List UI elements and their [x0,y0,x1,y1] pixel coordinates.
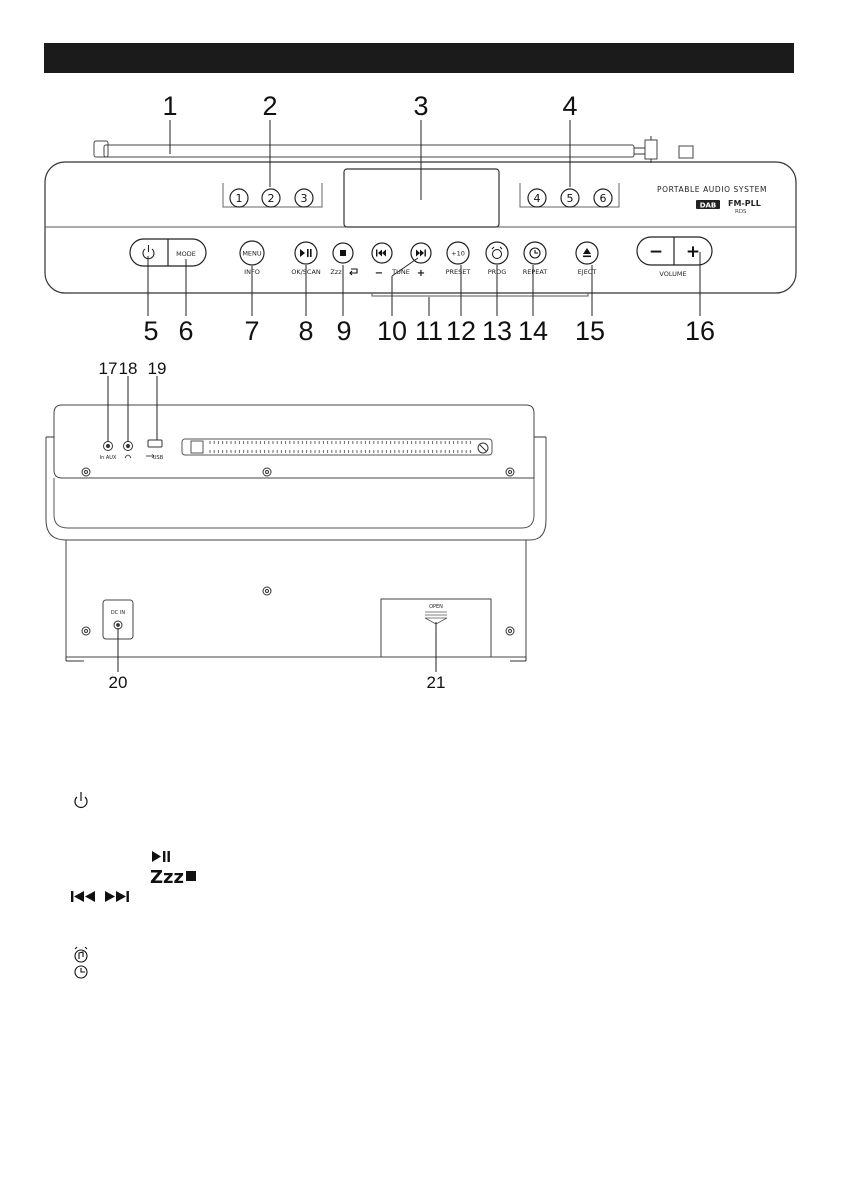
callout-12: 12 [445,316,477,346]
antenna [94,136,693,163]
preset-5-label: 5 [566,192,574,205]
callout-18: 18 [118,359,138,378]
repeat-label: REPEAT [522,268,548,276]
eject-glyph [583,248,591,254]
legend-sleep-label: Zzz [150,867,185,888]
eject-label: EJECT [577,268,597,276]
callout-16: 16 [684,316,716,346]
tune-minus: − [374,268,384,279]
callout-3: 3 [413,91,429,121]
preset-3-label: 3 [300,192,308,205]
menu-label: MENU [242,249,262,258]
callout-9: 9 [336,316,352,346]
callout-19: 19 [147,359,167,378]
volume-plus: + [685,242,701,262]
callout-20: 20 [108,673,128,692]
clock-glyph [530,248,540,258]
prog-button[interactable] [486,242,508,264]
play-pause-glyph [300,249,305,257]
legend-power-icon [75,792,87,807]
callout-21: 21 [426,673,446,692]
zzz-label: Zzz [330,268,342,276]
legend-alarm-icon [75,947,87,962]
alarm-glyph [492,247,502,259]
stop-glyph [340,250,346,256]
callout-6: 6 [178,316,194,346]
preset-2-label: 2 [267,192,275,205]
tune-plus: + [416,268,426,279]
dab-logo [696,200,720,210]
callout-15: 15 [574,316,606,346]
preset-6-label: 6 [599,192,607,205]
volume-label: VOLUME [659,270,687,278]
preset-4-label: 4 [533,192,541,205]
callout-2: 2 [262,91,278,121]
preset-1-label: 1 [235,192,243,205]
callout-14: 14 [517,316,549,346]
callout-1: 1 [162,91,178,121]
callout-17: 17 [98,359,118,378]
brand-line: PORTABLE AUDIO SYSTEM [657,185,768,194]
rds-logo: RDS [735,209,747,215]
callout-8: 8 [298,316,314,346]
callout-7: 7 [244,316,260,346]
plus10-label: +10 [451,249,465,258]
prog-label: PROG [487,268,507,276]
info-label: INFO [244,268,260,276]
svg-text:DAB: DAB [699,201,717,210]
aux-label: In AUX [99,455,117,461]
legend-clock-icon [75,966,87,978]
tune-label: TUNE [392,268,410,276]
mode-label: MODE [176,250,196,258]
callout-10: 10 [376,316,408,346]
play-pause-button[interactable] [295,242,317,264]
callout-5: 5 [143,316,159,346]
preset-label: PRESET [445,268,471,276]
back-arrow-icon [350,269,357,275]
volume-minus: − [648,242,664,262]
callout-11: 11 [414,316,444,346]
callout-13: 13 [481,316,513,346]
legend-skip-icons [71,891,129,902]
legend-play-pause-icon [152,851,170,862]
front-leaders [148,120,700,316]
dc-in-label: DC IN [110,610,126,616]
legend-stop-icon [186,871,196,881]
rear-leaders [108,376,436,672]
open-label: OPEN [429,604,443,610]
usb-port[interactable] [148,440,162,447]
ok-scan-label: OK/SCAN [291,268,321,276]
usb-label: USB [152,455,164,461]
callout-4: 4 [562,91,578,121]
fm-pll-logo: FM-PLL [728,199,761,208]
rear-screws [82,468,514,635]
headphone-icon [125,455,131,458]
